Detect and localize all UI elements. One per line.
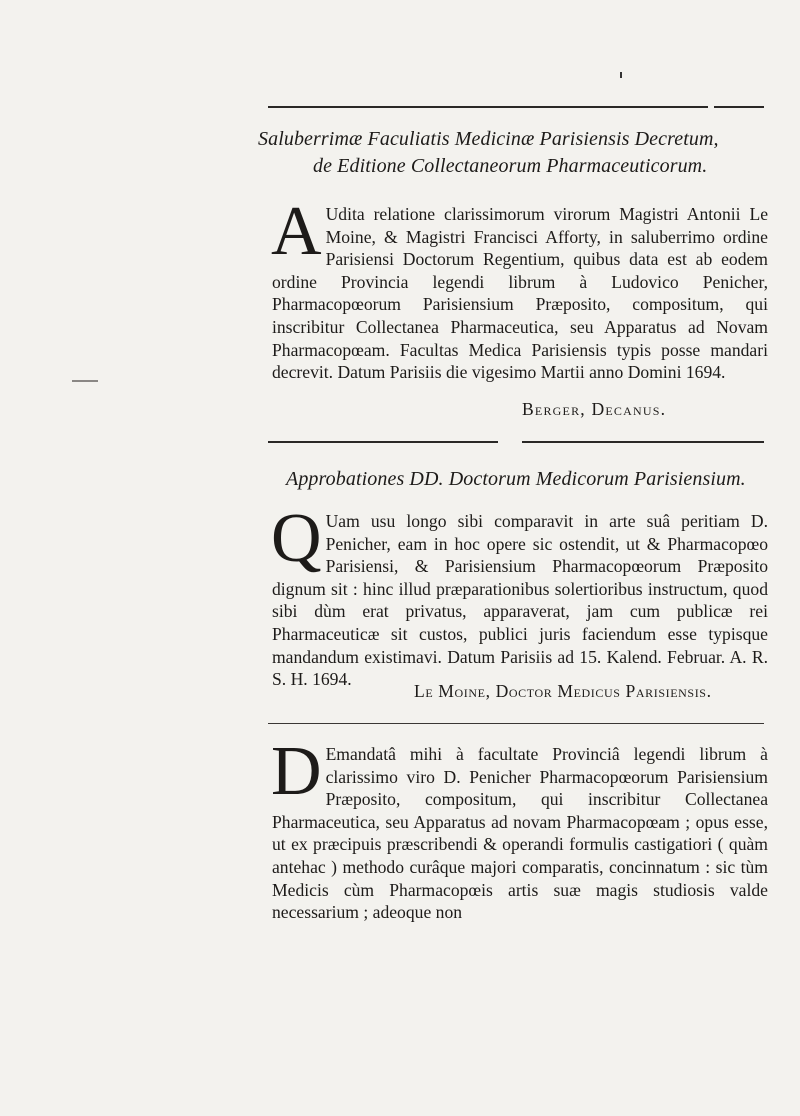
section-rule-right — [522, 441, 764, 443]
decree-paragraph — [271, 193, 768, 384]
approbation-1-text: Uam usu longo sibi comparavit in arte suâ peritiam D. Penicher, eam in hoc opere sic ostendit, ut & Pharmacopœo Parisiensi, & Parisiensium Pharmacopœorum Præposito dignum sit : hinc illud præparationibus solertioribus instructum, quod sibi dùm erat privatus, apparaverat, jam cum publicæ rei Pharmaceuticæ sit custos, publici juris faciendum esse typisque mandandum existimavi. Datum Parisiis ad 15. Kalend. Februar. A. R. S. H. 1694. — [272, 511, 768, 690]
approbations-title: Approbationes DD. Doctorum Medicorum Parisiensium. — [286, 468, 746, 490]
decree-title-line2: de Editione Collectaneorum Pharmaceuticorum. — [313, 155, 708, 177]
top-rule-right — [714, 106, 764, 108]
approbation-2-dropcap: D — [271, 733, 322, 810]
decree-text: Udita relatione clarissimorum virorum Magistri Antonii Le Moine, & Magistri Francisci Afforty, in saluberrimo ordine Parisiensi Doctorum Regentium, quibus data est ab eodem ordine Provincia legendi librum à Ludovico Penicher, Pharmacopœorum Parisiensium Præposito, compositum, qui inscribitur Collectanea Pharmaceutica, seu Apparatus ad Novam Pharmacopœam. Facultas Medica Parisiensis typis posse mandari decrevit. Datum Parisiis die vigesimo Martii anno Domini 1694. — [272, 204, 768, 383]
margin-mark — [620, 72, 622, 78]
decree-signature: Berger, Decanus. — [522, 399, 667, 419]
decree-title-line1: Saluberrimæ Faculiatis Medicinæ Parisiensis Decretum, — [258, 128, 719, 150]
margin-mark — [72, 380, 98, 382]
decree-dropcap: A — [271, 193, 322, 270]
approbation-divider — [268, 723, 764, 724]
approbation-1-dropcap: Q — [271, 500, 322, 577]
approbation-paragraph-1 — [271, 500, 768, 691]
approbation-2-text: Emandatâ mihi à facultate Provinciâ legendi librum à clarissimo viro D. Penicher Pharmacopœorum Parisiensium Præposito, compositum, qui inscribitur Collectanea Pharmaceutica, seu Apparatus ad novam Pharmacopœam ; opus esse, ut ex præcipuis præscribendi & operandi formulis castigatiori ( quàm antehac ) methodo curâque majori comparatis, concinnatum : sic tùm Medicis cùm Pharmacopœis artis suæ magis studiosis valde necessarium ; adeoque non — [272, 744, 768, 923]
approbation-paragraph-2 — [271, 733, 768, 924]
decree-title — [258, 126, 778, 180]
top-rule — [268, 106, 708, 108]
approbation-1-signature: Le Moine, Doctor Medicus Parisiensis. — [414, 681, 712, 701]
section-rule — [268, 441, 498, 443]
